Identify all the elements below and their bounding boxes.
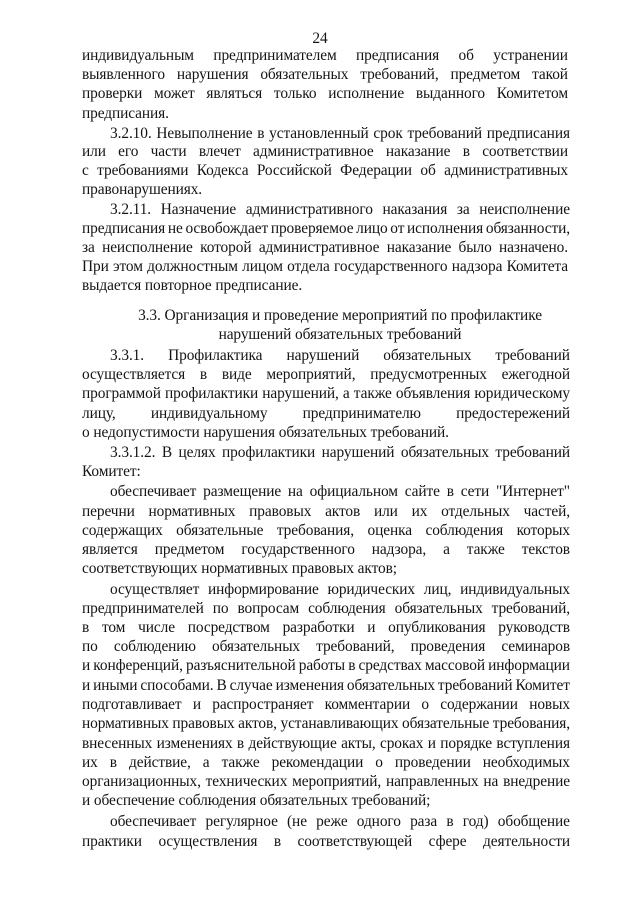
- text-line: внесенных изменениях в действующие акты, сроках и порядке вступления: [82, 735, 570, 752]
- text-line: выдается повторное предписание.: [82, 277, 303, 294]
- text-line: и конференций, разъяснительной работы в средствах массовой информации: [82, 657, 570, 674]
- text-line: правонарушениях.: [82, 181, 203, 198]
- text-line: и иными способами. В случае изменения обязательных требований Комитет: [82, 677, 570, 694]
- page-number: 24: [312, 30, 328, 47]
- text-line: нормативных правовых актов, устанавливающих обязательные требования,: [82, 715, 570, 732]
- text-line: выявленного нарушения обязательных требований, предметом такой: [82, 66, 568, 83]
- text-line: организационных, технических мероприятий, направленных на внедрение: [82, 773, 570, 790]
- text-line: предписания.: [82, 105, 169, 122]
- text-line: 3.2.11. Назначение административного наказания за неисполнение: [110, 201, 570, 218]
- text-line: за неисполнение которой административное наказание было назначено.: [82, 239, 568, 256]
- text-line: их в действие, а также рекомендации о проведении необходимых: [82, 754, 570, 771]
- text-line: программой профилактики нарушений, а также объявления юридическому: [82, 385, 570, 402]
- text-line: или его части влечет административное наказание в соответствии: [82, 143, 568, 160]
- text-line: предпринимателей по вопросам соблюдения обязательных требований,: [82, 600, 570, 617]
- text-line: по соблюдению обязательных требований, проведения семинаров: [82, 638, 570, 655]
- text-line: содержащих обязательные требования, оценка соблюдения которых: [82, 522, 570, 539]
- text-line: 3.2.10. Невыполнение в установленный срок требований предписания: [110, 125, 570, 142]
- text-line: и обеспечение соблюдения обязательных требований;: [82, 792, 431, 809]
- text-line: обеспечивает регулярное (не реже одного раза в год) обобщение: [110, 813, 570, 830]
- text-line: проверки может являться только исполнение выданного Комитетом: [82, 85, 568, 102]
- text-line: предписания не освобождает проверяемое лицо от исполнения обязанности,: [82, 220, 570, 237]
- text-line: лицу, индивидуальному предпринимателю предостережений: [82, 405, 570, 422]
- text-line: 3.3.1.2. В целях профилактики нарушений обязательных требований: [110, 444, 570, 461]
- text-line: является предметом государственного надзора, а также текстов: [82, 541, 570, 558]
- text-line: При этом должностным лицом отдела государственного надзора Комитета: [82, 258, 568, 275]
- text-line: с требованиями Кодекса Российской Федерации об административных: [82, 162, 568, 179]
- text-line: индивидуальным предпринимателем предписания об устранении: [82, 47, 568, 64]
- text-line: осуществляет информирование юридических лиц, индивидуальных: [110, 581, 570, 598]
- text-line: 3.3.1. Профилактика нарушений обязательных требований: [110, 347, 570, 364]
- text-line: обеспечивает размещение на официальном сайте в сети "Интернет": [110, 483, 570, 500]
- text-line: соответствующих нормативных правовых актов;: [82, 560, 397, 577]
- text-line: в том числе посредством разработки и опубликования руководств: [82, 619, 570, 636]
- text-line: о недопустимости нарушения обязательных требований.: [82, 424, 449, 441]
- text-line: осуществляется в виде мероприятий, предусмотренных ежегодной: [82, 366, 570, 383]
- text-line: перечни нормативных правовых актов или их отдельных частей,: [82, 503, 570, 520]
- text-line: практики осуществления в соответствующей сфере деятельности: [82, 833, 570, 850]
- text-line: Комитет:: [82, 463, 141, 480]
- text-line: подготавливает и распространяет комментарии о содержании новых: [82, 696, 570, 713]
- section-heading: нарушений обязательных требований: [218, 326, 462, 343]
- section-heading: 3.3. Организация и проведение мероприятий по профилактике: [138, 307, 542, 324]
